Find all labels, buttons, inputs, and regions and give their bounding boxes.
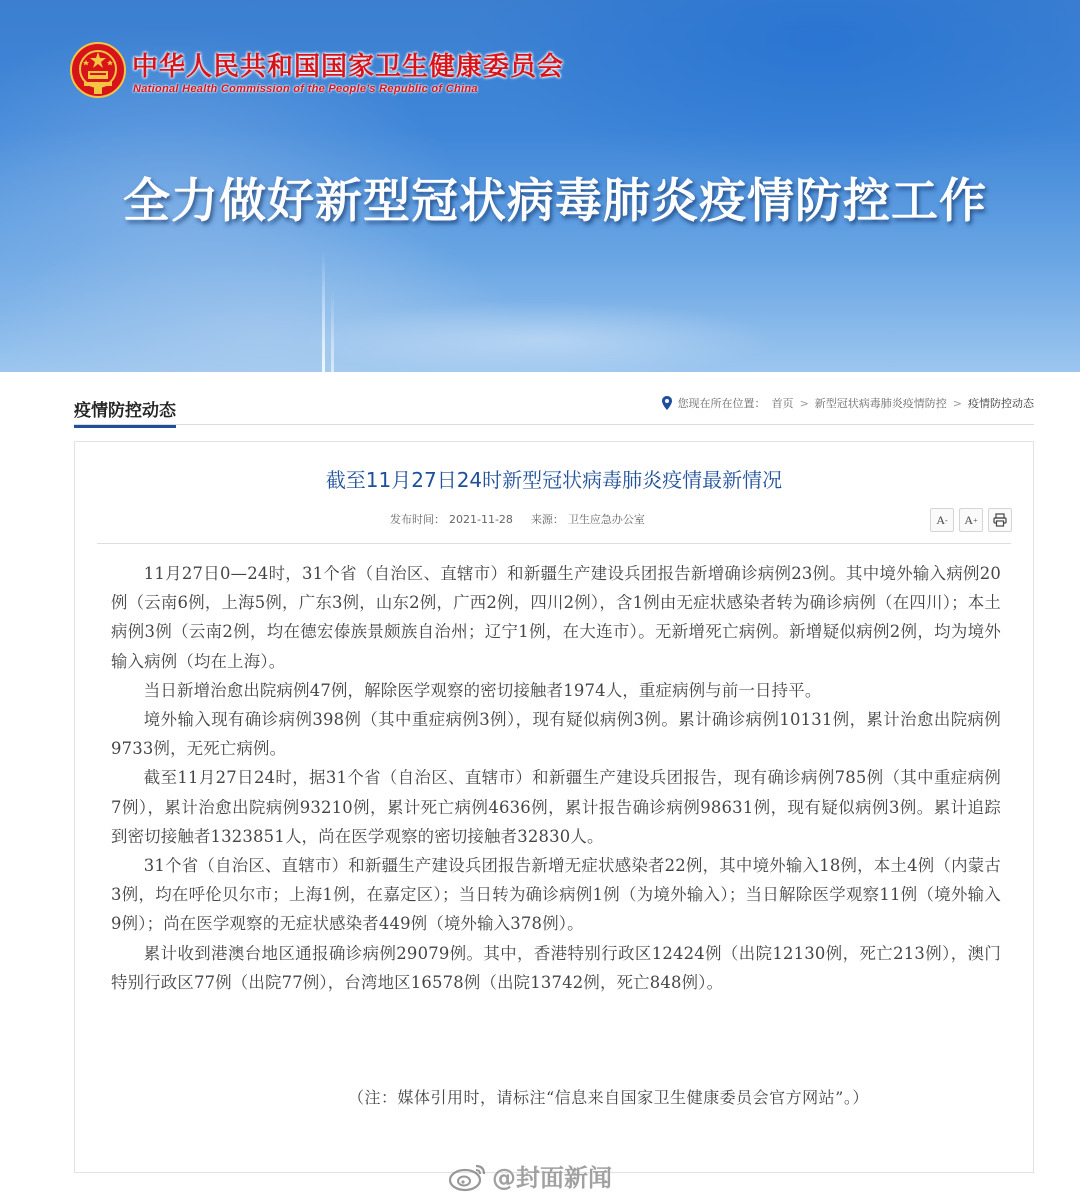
org-name-en: National Health Commission of the People’s Republic of China [133,83,478,95]
breadcrumb-topic-link[interactable]: 新型冠状病毒肺炎疫情防控 [814,397,947,410]
national-emblem-icon [70,42,126,98]
header-banner [0,0,1080,372]
source-value: 卫生应急办公室 [567,513,645,526]
article-paragraph: 累计收到港澳台地区通报确诊病例29079例。其中，香港特别行政区12424例（出院12130例，死亡213例），澳门特别行政区77例（出院77例），台湾地区16578例（出院13742例，死亡848例）。 [111,943,1001,992]
meta-divider [97,543,1011,544]
citation-note: （注：媒体引用时，请标注“信息来自国家卫生健康委员会官方网站”。） [348,1088,869,1107]
print-button[interactable] [988,508,1012,532]
article-tools [930,508,1012,532]
article-paragraph: 当日新增治愈出院病例47例，解除医学观察的密切接触者1974人，重症病例与前一日持平。 [143,680,822,700]
watermark-text: @封面新闻 [492,1164,612,1192]
font-larger-button[interactable] [959,508,983,532]
printer-icon [993,513,1007,527]
article-body [111,559,1001,997]
publish-date: 2021-11-28 [449,513,513,526]
font-larger-mark: + [973,515,978,525]
breadcrumb-prefix: 您现在所在位置： [677,397,766,410]
breadcrumb-separator: > [952,396,962,410]
font-larger-label: A [964,512,974,527]
source-label: 来源： [530,513,564,526]
breadcrumb-current[interactable]: 疫情防控动态 [968,397,1034,410]
watermark [448,1158,612,1193]
section-title: 疫情防控动态 [74,396,176,428]
article-paragraph: 11月27日0—24时，31个省（自治区、直辖市）和新疆生产建设兵团报告新增确诊病例23例。其中境外输入病例20例（云南6例，上海5例，广东3例，山东2例，广西2例，四川2例），含1例由无症状感染者转为确诊病例（在四川）；本土病例3例（云南2例，均在德宏傣族景颇族自治州；辽宁1例，在大连市）。无新增死亡病例。新增疑似病例2例，均为境外输入病例（均在上海）。 [111,564,1001,671]
breadcrumb-separator: > [799,396,809,410]
article-meta [390,511,649,527]
article-paragraph: 31个省（自治区、直辖市）和新疆生产建设兵团报告新增无症状感染者22例，其中境外输入18例，本土4例（内蒙古3例，均在呼伦贝尔市；上海1例，在嘉定区）；当日转为确诊病例1例（为境外输入）；当日解除医学观察11例（境外输入9例）；尚在医学观察的无症状感染者449例（境外输入378例）。 [111,856,1001,934]
org-name-cn[interactable]: 中华人民共和国国家卫生健康委员会 [132,52,565,82]
article-paragraph: 截至11月27日24时，据31个省（自治区、直辖市）和新疆生产建设兵团报告，现有确诊病例785例（其中重症病例7例），累计治愈出院病例93210例，累计死亡病例4636例，累计报告确诊病例98631例，现有疑似病例3例。累计追踪到密切接触者1323851人，尚在医学观察的密切接触者32830人。 [111,768,1001,846]
font-smaller-label: A [936,512,945,527]
breadcrumb [662,395,1034,411]
publish-label: 发布时间： [390,513,445,526]
location-pin-icon [662,396,672,410]
article-paragraph: 境外输入现有确诊病例398例（其中重症病例3例），现有疑似病例3例。累计确诊病例10131例，累计治愈出院病例9733例，无死亡病例。 [111,710,1001,759]
section-divider [74,424,1034,425]
breadcrumb-home-link[interactable]: 首页 [771,397,794,410]
weibo-icon [448,1160,488,1192]
article-title: 截至11月27日24时新型冠状病毒肺炎疫情最新情况 [325,468,783,492]
banner-glow-decoration [300,300,780,372]
banner-slogan: 全力做好新型冠状病毒肺炎疫情防控工作 [123,174,987,229]
font-smaller-mark: - [945,515,948,525]
font-smaller-button[interactable] [930,508,954,532]
